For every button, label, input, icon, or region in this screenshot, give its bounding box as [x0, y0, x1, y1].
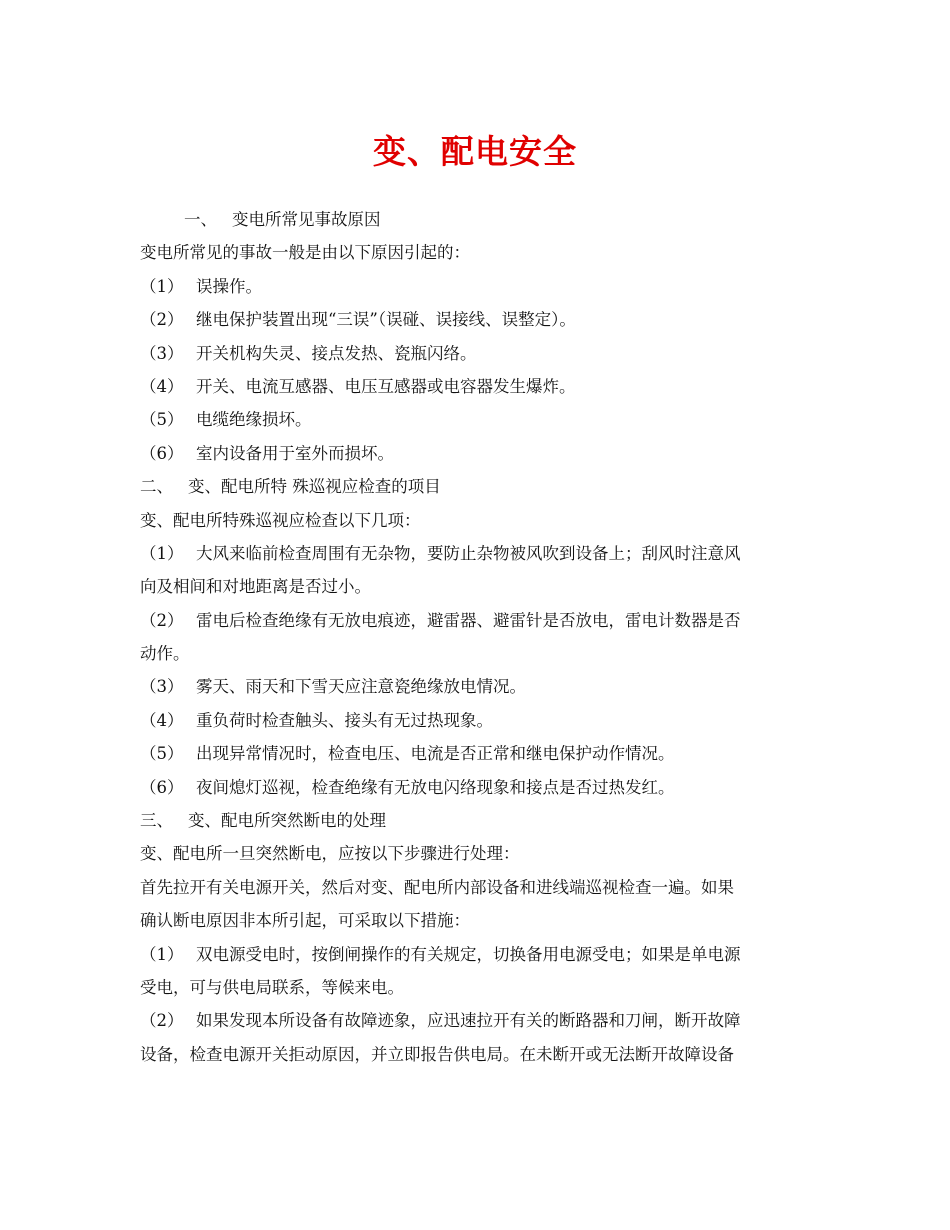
item-text: 误操作。: [196, 276, 262, 296]
list-item-continuation: 设备，检查电源开关拒动原因，并立即报告供电局。在未断开或无法断开故障设备: [140, 1044, 734, 1064]
item-number: （5）: [140, 410, 184, 430]
document-body: [140, 203, 812, 1071]
section-heading-3: [140, 804, 812, 837]
list-item: [140, 537, 812, 570]
item-text: 电缆绝缘损坏。: [196, 410, 312, 430]
list-item-continuation: 向及相间和对地距离是否过小。: [140, 577, 371, 597]
list-item: [140, 670, 812, 703]
list-item: [140, 1004, 812, 1037]
item-text: 夜间熄灯巡视，检查绝缘有无放电闪络现象和接点是否过热发红。: [196, 777, 675, 797]
item-text: 雷电后检查绝缘有无放电痕迹，避雷器、避雷针是否放电，雷电计数器是否: [196, 610, 741, 630]
list-item: [140, 737, 812, 770]
list-item-continuation: 动作。: [140, 644, 190, 664]
list-item: [140, 704, 812, 737]
list-item: [140, 303, 812, 336]
section-intro: 变、配电所一旦突然断电，应按以下步骤进行处理：: [140, 844, 520, 864]
paragraph-line: 首先拉开有关电源开关，然后对变、配电所内部设备和进线端巡视检查一遍。如果: [140, 877, 734, 897]
section-number: 一、: [184, 210, 217, 229]
section-heading-1: [140, 203, 812, 236]
item-number: （6）: [140, 777, 184, 797]
list-item: [140, 604, 812, 637]
item-number: （3）: [140, 677, 184, 697]
item-text: 开关、电流互感器、电压互感器或电容器发生爆炸。: [196, 376, 576, 396]
item-number: （1）: [140, 944, 184, 964]
section-heading-text: 变电所常见事故原因: [232, 210, 381, 229]
section-heading-text: 变、配电所特 殊巡视应检查的项目: [188, 477, 441, 497]
section-heading-2: [140, 470, 812, 503]
item-text: 重负荷时检查触头、接头有无过热现象。: [196, 710, 493, 730]
list-item: [140, 337, 812, 370]
item-text: 开关机构失灵、接点发热、瓷瓶闪络。: [196, 343, 477, 363]
section-intro: 变、配电所特殊巡视应检查以下几项：: [140, 510, 421, 530]
item-text: 出现异常情况时，检查电压、电流是否正常和继电保护动作情况。: [196, 744, 675, 764]
paragraph-line: 确认断电原因非本所引起，可采取以下措施：: [140, 911, 470, 931]
item-number: （5）: [140, 744, 184, 764]
item-number: （1）: [140, 543, 184, 563]
list-item: [140, 771, 812, 804]
item-number: （6）: [140, 443, 184, 463]
list-item: [140, 270, 812, 303]
list-item: [140, 437, 812, 470]
item-number: （3）: [140, 343, 184, 363]
item-number: （4）: [140, 710, 184, 730]
item-number: （2）: [140, 610, 184, 630]
item-number: （2）: [140, 1011, 184, 1031]
list-item-continuation: 受电，可与供电局联系，等候来电。: [140, 977, 404, 997]
section-number: 三、: [140, 811, 173, 831]
item-number: （4）: [140, 376, 184, 396]
item-number: （2）: [140, 310, 184, 330]
item-number: （1）: [140, 276, 184, 296]
item-text: 如果发现本所设备有故障迹象，应迅速拉开有关的断路器和刀闸，断开故障: [196, 1011, 741, 1031]
list-item: [140, 938, 812, 971]
document-title: 变、配电安全: [373, 132, 577, 171]
section-heading-text: 变、配电所突然断电的处理: [188, 811, 386, 831]
list-item: [140, 403, 812, 436]
item-text: 双电源受电时，按倒闸操作的有关规定，切换备用电源受电；如果是单电源: [196, 944, 741, 964]
section-intro: 变电所常见的事故一般是由以下原因引起的：: [140, 243, 470, 263]
item-text: 大风来临前检查周围有无杂物，要防止杂物被风吹到设备上；刮风时注意风: [196, 543, 741, 563]
item-text: 室内设备用于室外而损坏。: [196, 443, 394, 463]
section-number: 二、: [140, 477, 173, 497]
item-text: 继电保护装置出现“三误”（误碰、误接线、误整定）。: [196, 310, 576, 330]
item-text: 雾天、雨天和下雪天应注意瓷绝缘放电情况。: [196, 677, 526, 697]
list-item: [140, 370, 812, 403]
